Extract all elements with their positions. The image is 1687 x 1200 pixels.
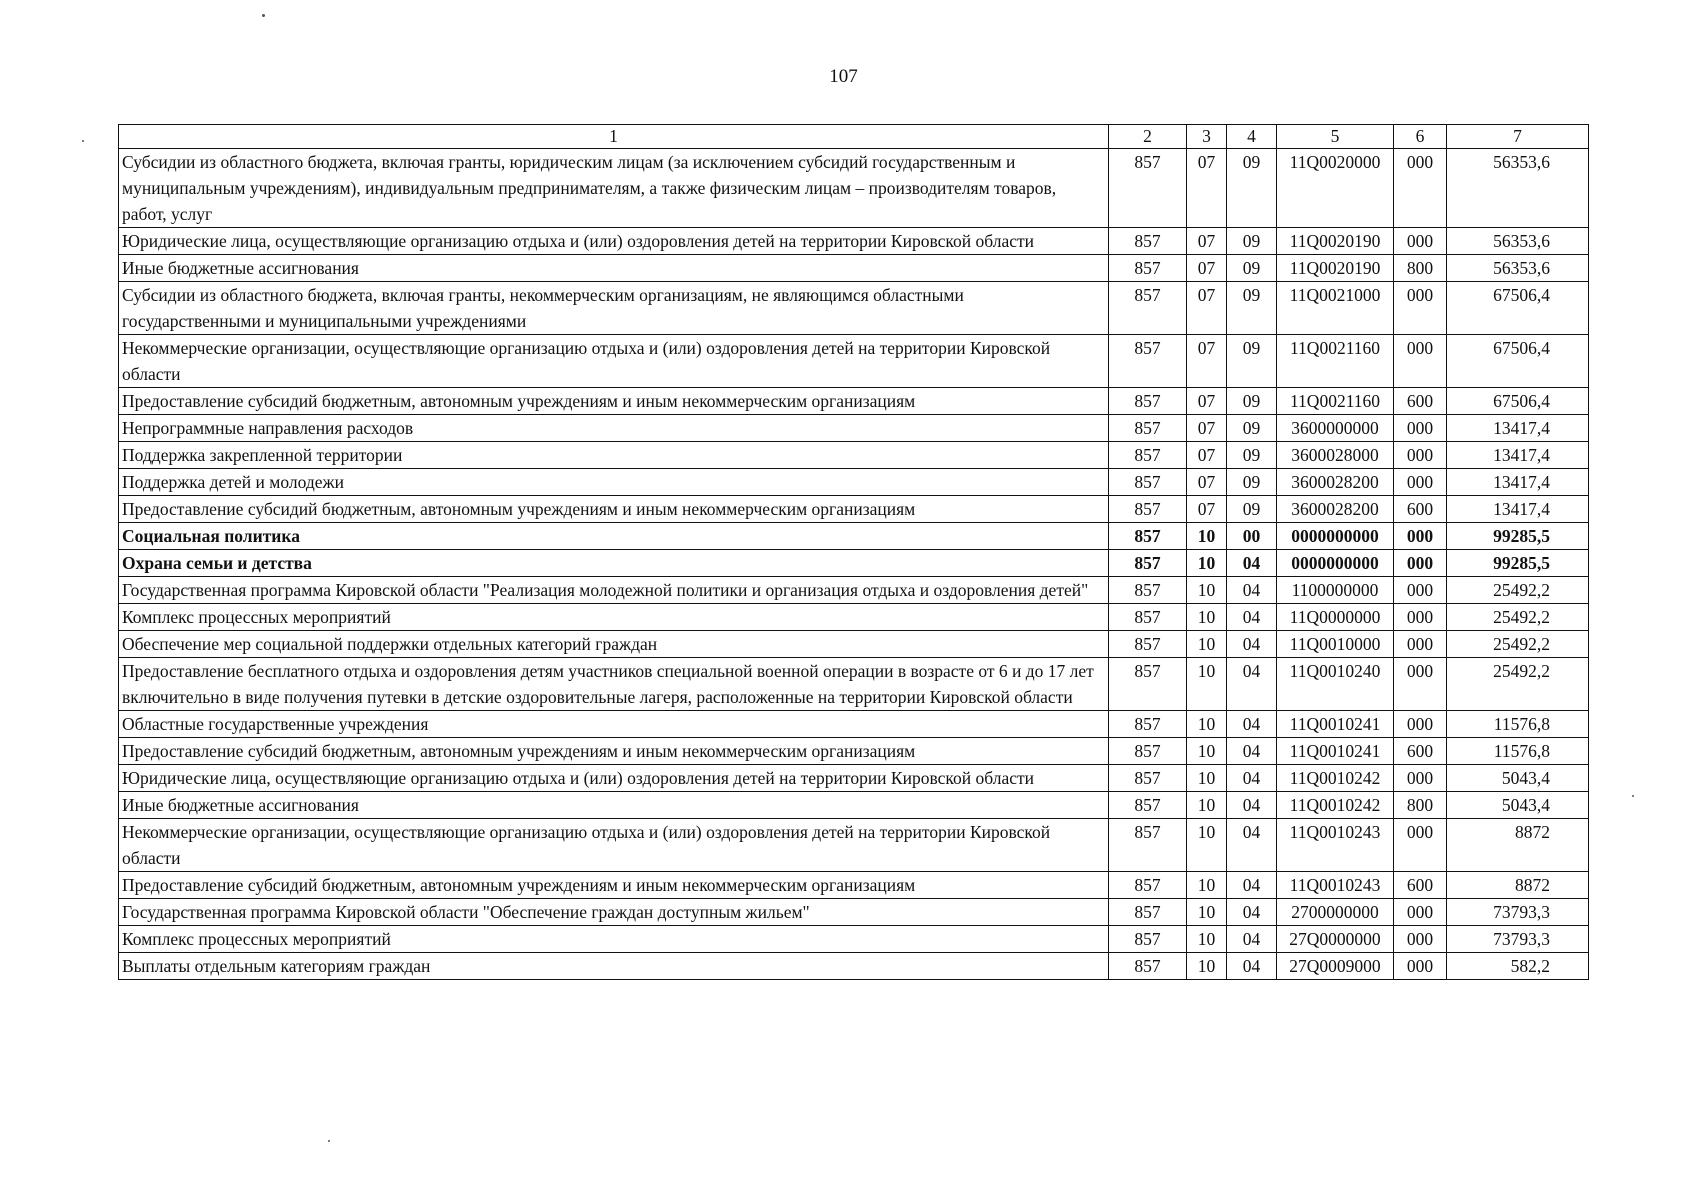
row-name-cell: Выплаты отдельным категориям граждан bbox=[119, 953, 1109, 980]
row-section-cell: 07 bbox=[1187, 335, 1227, 388]
row-name-cell: Иные бюджетные ассигнования bbox=[119, 792, 1109, 819]
table-row bbox=[119, 388, 1589, 415]
table-row bbox=[119, 631, 1589, 658]
row-admin-code-cell: 857 bbox=[1109, 335, 1187, 388]
column-header-6: 6 bbox=[1394, 125, 1447, 149]
row-subsection-cell: 09 bbox=[1227, 228, 1277, 255]
row-section-cell: 07 bbox=[1187, 282, 1227, 335]
row-target-article-cell: 11Q0010242 bbox=[1277, 792, 1394, 819]
row-subsection-cell: 04 bbox=[1227, 577, 1277, 604]
row-amount-cell: 25492,2 bbox=[1447, 631, 1589, 658]
row-target-article-cell: 11Q0021000 bbox=[1277, 282, 1394, 335]
row-admin-code-cell: 857 bbox=[1109, 415, 1187, 442]
row-name-cell: Предоставление субсидий бюджетным, автономным учреждениям и иным некоммерческим организациям bbox=[119, 496, 1109, 523]
row-section-cell: 10 bbox=[1187, 953, 1227, 980]
row-target-article-cell: 3600000000 bbox=[1277, 415, 1394, 442]
column-header-7: 7 bbox=[1447, 125, 1589, 149]
row-amount-cell: 25492,2 bbox=[1447, 604, 1589, 631]
column-header-5: 5 bbox=[1277, 125, 1394, 149]
row-name-cell: Охрана семьи и детства bbox=[119, 550, 1109, 577]
row-expense-type-cell: 000 bbox=[1394, 469, 1447, 496]
row-expense-type-cell: 000 bbox=[1394, 899, 1447, 926]
scan-speck bbox=[1632, 795, 1634, 797]
row-target-article-cell: 11Q0010243 bbox=[1277, 819, 1394, 872]
row-expense-type-cell: 000 bbox=[1394, 926, 1447, 953]
row-amount-cell: 25492,2 bbox=[1447, 658, 1589, 711]
row-amount-cell: 8872 bbox=[1447, 872, 1589, 899]
row-section-cell: 10 bbox=[1187, 658, 1227, 711]
row-name-cell: Непрограммные направления расходов bbox=[119, 415, 1109, 442]
table-row bbox=[119, 523, 1589, 550]
row-amount-cell: 73793,3 bbox=[1447, 926, 1589, 953]
table-row bbox=[119, 765, 1589, 792]
row-name-cell: Некоммерческие организации, осуществляющие организацию отдыха и (или) оздоровления детей на территории Кировской области bbox=[119, 819, 1109, 872]
row-amount-cell: 67506,4 bbox=[1447, 388, 1589, 415]
row-section-cell: 10 bbox=[1187, 550, 1227, 577]
row-target-article-cell: 11Q0021160 bbox=[1277, 335, 1394, 388]
row-section-cell: 10 bbox=[1187, 765, 1227, 792]
row-target-article-cell: 27Q0009000 bbox=[1277, 953, 1394, 980]
row-subsection-cell: 04 bbox=[1227, 604, 1277, 631]
table-row bbox=[119, 819, 1589, 872]
table-row bbox=[119, 577, 1589, 604]
row-target-article-cell: 11Q0010240 bbox=[1277, 658, 1394, 711]
row-section-cell: 10 bbox=[1187, 738, 1227, 765]
row-expense-type-cell: 000 bbox=[1394, 415, 1447, 442]
row-admin-code-cell: 857 bbox=[1109, 604, 1187, 631]
row-target-article-cell: 0000000000 bbox=[1277, 523, 1394, 550]
row-amount-cell: 11576,8 bbox=[1447, 711, 1589, 738]
budget-table bbox=[118, 124, 1589, 980]
table-row bbox=[119, 149, 1589, 228]
row-section-cell: 07 bbox=[1187, 388, 1227, 415]
row-section-cell: 07 bbox=[1187, 442, 1227, 469]
row-amount-cell: 582,2 bbox=[1447, 953, 1589, 980]
row-admin-code-cell: 857 bbox=[1109, 658, 1187, 711]
row-section-cell: 10 bbox=[1187, 872, 1227, 899]
table-row bbox=[119, 335, 1589, 388]
row-amount-cell: 73793,3 bbox=[1447, 899, 1589, 926]
row-name-cell: Поддержка детей и молодежи bbox=[119, 469, 1109, 496]
table-row bbox=[119, 738, 1589, 765]
row-subsection-cell: 04 bbox=[1227, 819, 1277, 872]
row-target-article-cell: 2700000000 bbox=[1277, 899, 1394, 926]
row-amount-cell: 13417,4 bbox=[1447, 469, 1589, 496]
row-admin-code-cell: 857 bbox=[1109, 523, 1187, 550]
row-expense-type-cell: 000 bbox=[1394, 335, 1447, 388]
row-subsection-cell: 04 bbox=[1227, 658, 1277, 711]
table-row bbox=[119, 496, 1589, 523]
row-expense-type-cell: 600 bbox=[1394, 496, 1447, 523]
row-section-cell: 07 bbox=[1187, 149, 1227, 228]
table-row bbox=[119, 415, 1589, 442]
row-target-article-cell: 27Q0000000 bbox=[1277, 926, 1394, 953]
row-subsection-cell: 04 bbox=[1227, 738, 1277, 765]
row-name-cell: Субсидии из областного бюджета, включая гранты, некоммерческим организациям, не являющимся областными государственными и муниципальными учреждениями bbox=[119, 282, 1109, 335]
row-name-cell: Предоставление бесплатного отдыха и оздоровления детям участников специальной военной операции в возрасте от 6 и до 17 лет включительно в виде получения путевки в детские оздоровительные лагеря, расположенные на территории Кировской области bbox=[119, 658, 1109, 711]
row-section-cell: 07 bbox=[1187, 228, 1227, 255]
row-expense-type-cell: 000 bbox=[1394, 149, 1447, 228]
row-name-cell: Комплекс процессных мероприятий bbox=[119, 604, 1109, 631]
row-subsection-cell: 09 bbox=[1227, 442, 1277, 469]
row-name-cell: Предоставление субсидий бюджетным, автономным учреждениям и иным некоммерческим организациям bbox=[119, 388, 1109, 415]
row-amount-cell: 13417,4 bbox=[1447, 415, 1589, 442]
row-name-cell: Государственная программа Кировской области "Реализация молодежной политики и организация отдыха и оздоровления детей" bbox=[119, 577, 1109, 604]
row-target-article-cell: 0000000000 bbox=[1277, 550, 1394, 577]
row-expense-type-cell: 000 bbox=[1394, 604, 1447, 631]
row-subsection-cell: 04 bbox=[1227, 631, 1277, 658]
row-name-cell: Социальная политика bbox=[119, 523, 1109, 550]
row-expense-type-cell: 600 bbox=[1394, 388, 1447, 415]
row-target-article-cell: 11Q0010242 bbox=[1277, 765, 1394, 792]
row-name-cell: Поддержка закрепленной территории bbox=[119, 442, 1109, 469]
row-section-cell: 07 bbox=[1187, 469, 1227, 496]
row-name-cell: Субсидии из областного бюджета, включая гранты, юридическим лицам (за исключением субсидий государственным и муниципальным учреждениям), индивидуальным предпринимателям, а также физическим лицам – производителям товаров, работ, услуг bbox=[119, 149, 1109, 228]
row-amount-cell: 56353,6 bbox=[1447, 255, 1589, 282]
row-name-cell: Иные бюджетные ассигнования bbox=[119, 255, 1109, 282]
table-row bbox=[119, 442, 1589, 469]
table-row bbox=[119, 953, 1589, 980]
column-header-4: 4 bbox=[1227, 125, 1277, 149]
table-row bbox=[119, 228, 1589, 255]
row-admin-code-cell: 857 bbox=[1109, 872, 1187, 899]
row-target-article-cell: 11Q0020000 bbox=[1277, 149, 1394, 228]
table-row bbox=[119, 899, 1589, 926]
row-section-cell: 10 bbox=[1187, 819, 1227, 872]
row-admin-code-cell: 857 bbox=[1109, 899, 1187, 926]
row-target-article-cell: 3600028200 bbox=[1277, 469, 1394, 496]
row-expense-type-cell: 000 bbox=[1394, 577, 1447, 604]
table-row bbox=[119, 550, 1589, 577]
row-subsection-cell: 09 bbox=[1227, 149, 1277, 228]
row-amount-cell: 13417,4 bbox=[1447, 442, 1589, 469]
row-admin-code-cell: 857 bbox=[1109, 388, 1187, 415]
row-amount-cell: 67506,4 bbox=[1447, 282, 1589, 335]
row-section-cell: 07 bbox=[1187, 496, 1227, 523]
row-admin-code-cell: 857 bbox=[1109, 149, 1187, 228]
row-section-cell: 10 bbox=[1187, 899, 1227, 926]
row-section-cell: 07 bbox=[1187, 415, 1227, 442]
row-admin-code-cell: 857 bbox=[1109, 926, 1187, 953]
scan-speck bbox=[82, 140, 84, 142]
row-expense-type-cell: 000 bbox=[1394, 658, 1447, 711]
row-admin-code-cell: 857 bbox=[1109, 282, 1187, 335]
row-admin-code-cell: 857 bbox=[1109, 711, 1187, 738]
column-header-1: 1 bbox=[119, 125, 1109, 149]
row-amount-cell: 8872 bbox=[1447, 819, 1589, 872]
table-row bbox=[119, 255, 1589, 282]
row-expense-type-cell: 000 bbox=[1394, 523, 1447, 550]
row-subsection-cell: 09 bbox=[1227, 335, 1277, 388]
row-subsection-cell: 04 bbox=[1227, 872, 1277, 899]
row-subsection-cell: 09 bbox=[1227, 388, 1277, 415]
row-name-cell: Предоставление субсидий бюджетным, автономным учреждениям и иным некоммерческим организациям bbox=[119, 738, 1109, 765]
row-subsection-cell: 04 bbox=[1227, 926, 1277, 953]
table-row bbox=[119, 711, 1589, 738]
row-target-article-cell: 3600028200 bbox=[1277, 496, 1394, 523]
row-admin-code-cell: 857 bbox=[1109, 819, 1187, 872]
row-expense-type-cell: 000 bbox=[1394, 711, 1447, 738]
row-admin-code-cell: 857 bbox=[1109, 228, 1187, 255]
row-subsection-cell: 04 bbox=[1227, 711, 1277, 738]
row-expense-type-cell: 000 bbox=[1394, 442, 1447, 469]
row-name-cell: Областные государственные учреждения bbox=[119, 711, 1109, 738]
row-subsection-cell: 00 bbox=[1227, 523, 1277, 550]
row-amount-cell: 5043,4 bbox=[1447, 792, 1589, 819]
row-admin-code-cell: 857 bbox=[1109, 631, 1187, 658]
row-subsection-cell: 09 bbox=[1227, 255, 1277, 282]
row-expense-type-cell: 000 bbox=[1394, 631, 1447, 658]
row-admin-code-cell: 857 bbox=[1109, 550, 1187, 577]
row-subsection-cell: 09 bbox=[1227, 469, 1277, 496]
row-admin-code-cell: 857 bbox=[1109, 496, 1187, 523]
row-target-article-cell: 11Q0010000 bbox=[1277, 631, 1394, 658]
row-target-article-cell: 11Q0010241 bbox=[1277, 711, 1394, 738]
table-row bbox=[119, 469, 1589, 496]
row-target-article-cell: 11Q0010243 bbox=[1277, 872, 1394, 899]
row-name-cell: Предоставление субсидий бюджетным, автономным учреждениям и иным некоммерческим организациям bbox=[119, 872, 1109, 899]
column-header-3: 3 bbox=[1187, 125, 1227, 149]
row-subsection-cell: 04 bbox=[1227, 899, 1277, 926]
scan-speck bbox=[262, 14, 265, 17]
row-expense-type-cell: 800 bbox=[1394, 255, 1447, 282]
row-target-article-cell: 3600028000 bbox=[1277, 442, 1394, 469]
row-amount-cell: 99285,5 bbox=[1447, 550, 1589, 577]
row-name-cell: Обеспечение мер социальной поддержки отдельных категорий граждан bbox=[119, 631, 1109, 658]
row-admin-code-cell: 857 bbox=[1109, 255, 1187, 282]
row-section-cell: 10 bbox=[1187, 523, 1227, 550]
row-expense-type-cell: 000 bbox=[1394, 819, 1447, 872]
row-name-cell: Государственная программа Кировской области "Обеспечение граждан доступным жильем" bbox=[119, 899, 1109, 926]
row-expense-type-cell: 000 bbox=[1394, 550, 1447, 577]
row-subsection-cell: 04 bbox=[1227, 550, 1277, 577]
row-subsection-cell: 04 bbox=[1227, 953, 1277, 980]
row-amount-cell: 11576,8 bbox=[1447, 738, 1589, 765]
row-subsection-cell: 04 bbox=[1227, 765, 1277, 792]
row-admin-code-cell: 857 bbox=[1109, 792, 1187, 819]
row-section-cell: 07 bbox=[1187, 255, 1227, 282]
row-section-cell: 10 bbox=[1187, 711, 1227, 738]
row-expense-type-cell: 600 bbox=[1394, 738, 1447, 765]
row-amount-cell: 99285,5 bbox=[1447, 523, 1589, 550]
row-subsection-cell: 09 bbox=[1227, 496, 1277, 523]
row-amount-cell: 67506,4 bbox=[1447, 335, 1589, 388]
row-admin-code-cell: 857 bbox=[1109, 738, 1187, 765]
row-name-cell: Юридические лица, осуществляющие организацию отдыха и (или) оздоровления детей на территории Кировской области bbox=[119, 765, 1109, 792]
row-expense-type-cell: 800 bbox=[1394, 792, 1447, 819]
row-amount-cell: 56353,6 bbox=[1447, 149, 1589, 228]
table-row bbox=[119, 872, 1589, 899]
row-name-cell: Комплекс процессных мероприятий bbox=[119, 926, 1109, 953]
row-target-article-cell: 11Q0010241 bbox=[1277, 738, 1394, 765]
column-header-2: 2 bbox=[1109, 125, 1187, 149]
row-subsection-cell: 09 bbox=[1227, 415, 1277, 442]
row-name-cell: Некоммерческие организации, осуществляющие организацию отдыха и (или) оздоровления детей на территории Кировской области bbox=[119, 335, 1109, 388]
row-amount-cell: 13417,4 bbox=[1447, 496, 1589, 523]
row-section-cell: 10 bbox=[1187, 792, 1227, 819]
row-amount-cell: 56353,6 bbox=[1447, 228, 1589, 255]
row-expense-type-cell: 000 bbox=[1394, 765, 1447, 792]
row-target-article-cell: 1100000000 bbox=[1277, 577, 1394, 604]
table-row bbox=[119, 604, 1589, 631]
table-row bbox=[119, 282, 1589, 335]
table-header-row bbox=[119, 125, 1589, 149]
row-admin-code-cell: 857 bbox=[1109, 765, 1187, 792]
row-admin-code-cell: 857 bbox=[1109, 442, 1187, 469]
row-target-article-cell: 11Q0020190 bbox=[1277, 228, 1394, 255]
row-expense-type-cell: 000 bbox=[1394, 953, 1447, 980]
row-amount-cell: 25492,2 bbox=[1447, 577, 1589, 604]
row-subsection-cell: 04 bbox=[1227, 792, 1277, 819]
row-admin-code-cell: 857 bbox=[1109, 577, 1187, 604]
row-name-cell: Юридические лица, осуществляющие организацию отдыха и (или) оздоровления детей на территории Кировской области bbox=[119, 228, 1109, 255]
scan-speck bbox=[328, 1140, 330, 1142]
row-expense-type-cell: 600 bbox=[1394, 872, 1447, 899]
row-section-cell: 10 bbox=[1187, 926, 1227, 953]
row-admin-code-cell: 857 bbox=[1109, 469, 1187, 496]
row-admin-code-cell: 857 bbox=[1109, 953, 1187, 980]
row-amount-cell: 5043,4 bbox=[1447, 765, 1589, 792]
row-expense-type-cell: 000 bbox=[1394, 228, 1447, 255]
row-section-cell: 10 bbox=[1187, 577, 1227, 604]
page-number: 107 bbox=[829, 66, 858, 87]
row-target-article-cell: 11Q0020190 bbox=[1277, 255, 1394, 282]
row-section-cell: 10 bbox=[1187, 631, 1227, 658]
row-target-article-cell: 11Q0000000 bbox=[1277, 604, 1394, 631]
table-row bbox=[119, 658, 1589, 711]
table-body bbox=[119, 149, 1589, 980]
row-section-cell: 10 bbox=[1187, 604, 1227, 631]
table-row bbox=[119, 926, 1589, 953]
row-expense-type-cell: 000 bbox=[1394, 282, 1447, 335]
row-subsection-cell: 09 bbox=[1227, 282, 1277, 335]
row-target-article-cell: 11Q0021160 bbox=[1277, 388, 1394, 415]
table-row bbox=[119, 792, 1589, 819]
